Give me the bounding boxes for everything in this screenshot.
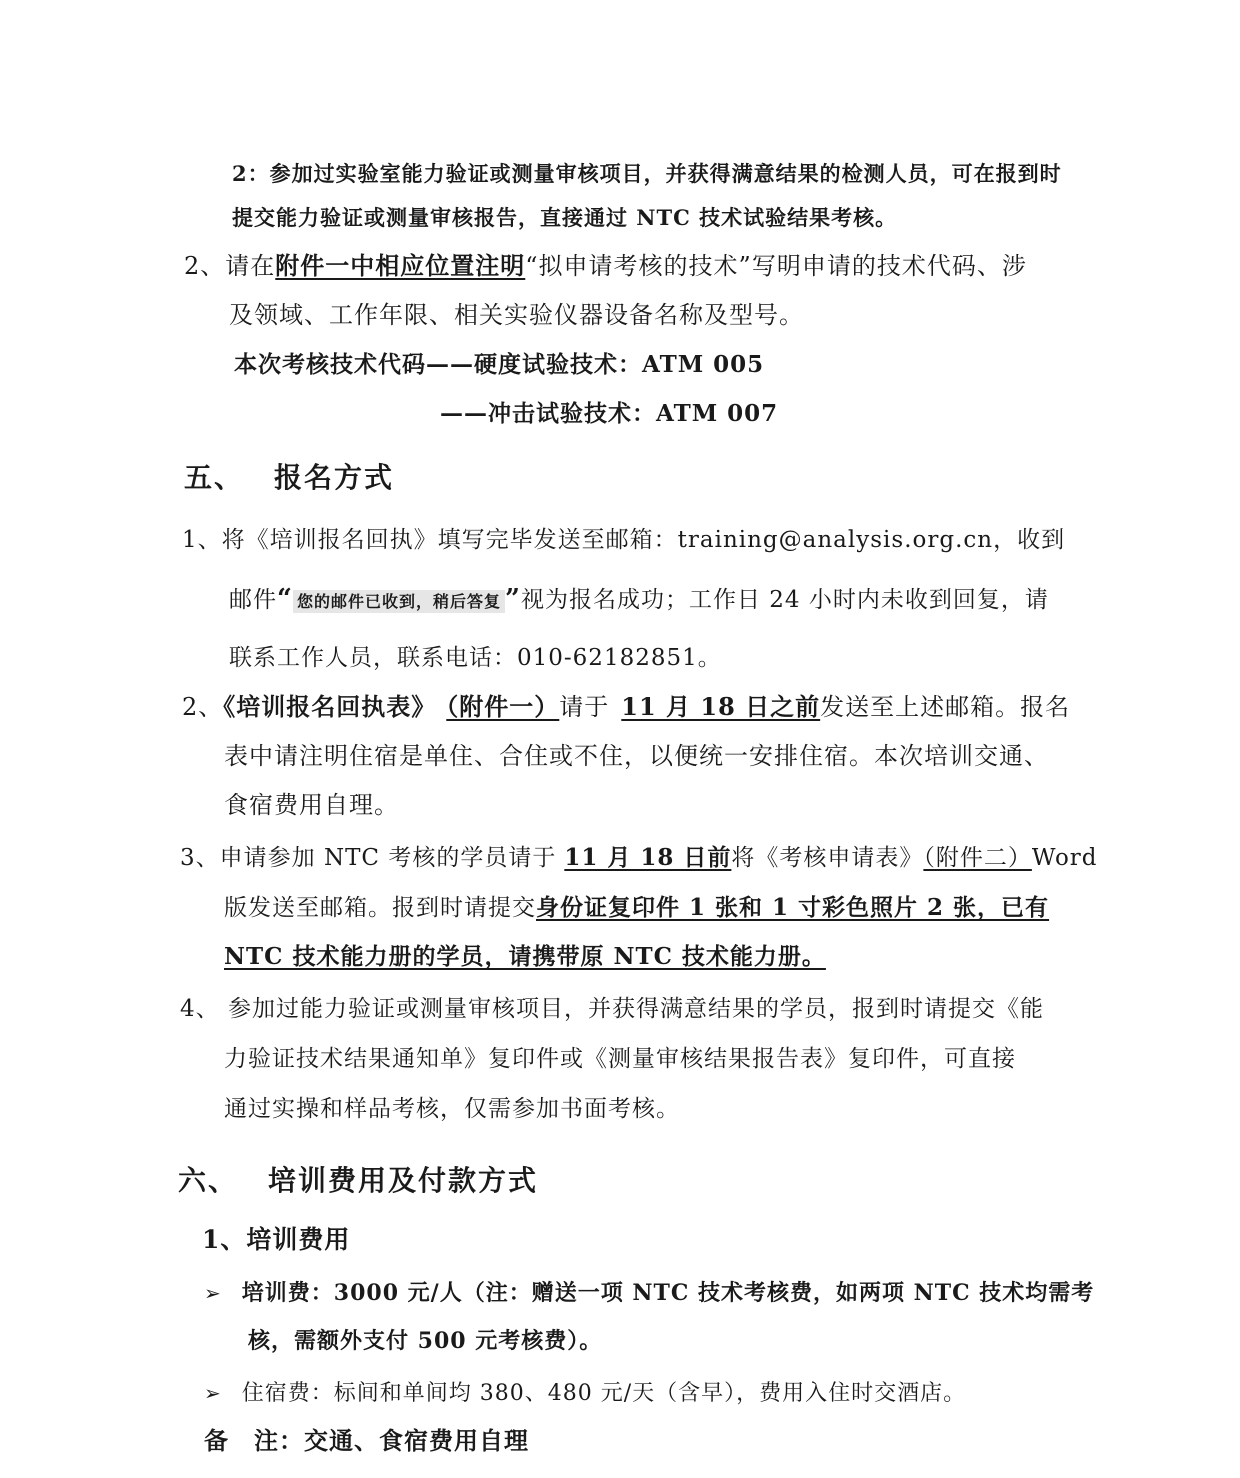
s5-item-2-num: 2、 [182,693,224,721]
bullet-arrow-icon: ➢ [204,1281,222,1305]
quote-close: ” [504,584,521,614]
item-2-line-2: 及领域、工作年限、相关实验仪器设备名称及型号。 [229,301,804,329]
section-6-title: 培训费用及付款方式 [268,1164,539,1197]
s5-item-3-pre: 3、申请参加 NTC 考核的学员请于 [180,845,557,871]
s6-remark-line [204,1426,529,1456]
s5-item-2-attachment: （附件一） [446,692,560,721]
item-2-line-1 [184,251,1027,281]
s6-fee-line-1 [204,1278,1094,1308]
s5-item-2-form: 《培训报名回执表》 [223,692,437,721]
remark-text: 交通、食宿费用自理 [304,1426,529,1455]
s6-lodging-text: 住宿费：标间和单间均 380、480 元/天（含早），费用入住时交酒店。 [241,1381,967,1406]
s5-item-1-pre: 邮件 [229,587,277,613]
assessment-code-line-2: ——冲击试验技术：ATM 007 [440,400,779,427]
bullet-arrow-icon: ➢ [204,1381,222,1405]
note-2-line-1: 2：参加过实验室能力验证或测量审核项目，并获得满意结果的检测人员，可在报到时 [232,161,1062,186]
s5-item-4-line-2: 力验证技术结果通知单》复印件或《测量审核结果报告表》复印件，可直接 [224,1046,1016,1072]
s6-fee-line-2: 核，需额外支付 500 元考核费）。 [248,1328,603,1354]
s5-item-3-line-2 [224,893,1049,923]
s5-item-1-line-3: 联系工作人员，联系电话：010-62182851。 [229,645,722,671]
s5-item-1-line-1: 1、将《培训报名回执》填写完毕发送至邮箱：training@analysis.org.cn，收到 [182,527,1066,553]
s5-item-3-l2-pre: 版发送至邮箱。报到时请提交 [224,895,536,921]
s5-item-2-line-3: 食宿费用自理。 [224,791,399,819]
s5-item-2-line-1 [182,692,1070,722]
s5-item-1-rest: 视为报名成功；工作日 24 小时内未收到回复，请 [520,587,1049,613]
s5-item-1-line-2 [229,584,1049,617]
section-6-number: 六、 [178,1164,239,1197]
auto-reply-highlight: 您的邮件已收到，稍后答复 [293,590,505,613]
s5-item-3-line-3: NTC 技术能力册的学员，请携带原 NTC 技术能力册。 [224,943,826,970]
s5-item-2-line-2: 表中请注明住宿是单住、合住或不住，以便统一安排住宿。本次培训交通、 [224,742,1049,770]
s5-item-3-mid: 将《考核申请表》 [731,845,924,871]
quote-open: “ [277,584,293,614]
s5-item-2-date: 11 月 18 日之前 [621,692,821,721]
s5-item-4-line-1: 4、 参加过能力验证或测量审核项目，并获得满意结果的学员，报到时请提交《能 [180,996,1044,1022]
s5-item-3-line-1 [180,843,1098,873]
note-2-line-2: 提交能力验证或测量审核报告，直接通过 NTC 技术试验结果考核。 [232,205,898,230]
s5-item-2-rest: 发送至上述邮箱。报名 [820,693,1071,721]
section-5-number: 五、 [184,461,245,494]
section-5-heading [184,463,394,493]
assessment-code-line-1: 本次考核技术代码——硬度试验技术：ATM 005 [234,351,765,378]
s6-fee-text: 培训费：3000 元/人（注：赠送一项 NTC 技术考核费，如两项 NTC 技术均需考 [241,1280,1095,1306]
item-2-prefix: 2、请在 [184,252,276,280]
s6-sub-1: 1、培训费用 [202,1225,351,1254]
s5-item-4-line-3: 通过实操和样品考核，仅需参加书面考核。 [224,1096,680,1122]
remark-label: 备 注： [204,1426,304,1455]
s5-item-3-documents: 身份证复印件 1 张和 1 寸彩色照片 2 张，已有 [536,894,1050,921]
s5-item-3-rest: Word [1031,845,1098,871]
section-5-title: 报名方式 [274,461,395,494]
s5-item-3-attachment: （附件二） [923,845,1032,871]
section-6-heading [178,1166,538,1196]
item-2-underlined: 附件一中相应位置注明 [275,251,526,280]
item-2-rest: “拟申请考核的技术”写明申请的技术代码、涉 [525,252,1027,280]
s5-item-2-mid: 请于 [559,693,610,721]
s5-item-3-date: 11 月 18 日前 [564,844,732,871]
s6-lodging-line [204,1378,966,1409]
